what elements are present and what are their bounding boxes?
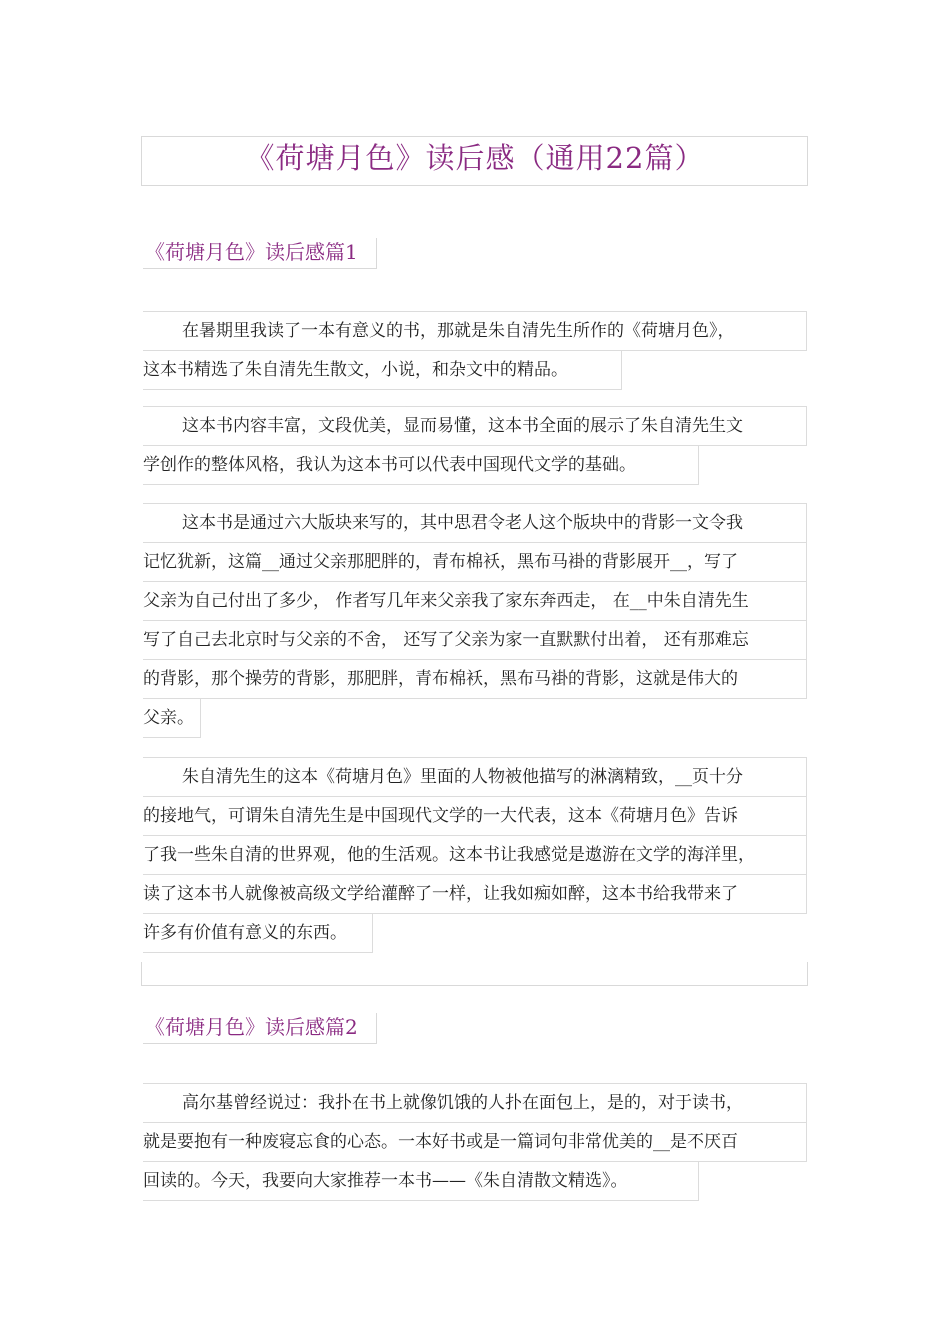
- text-line: 父亲。: [143, 699, 201, 738]
- text-line: 了我一些朱自清的世界观，他的生活观。这本书让我感觉是遨游在文学的海洋里，: [143, 836, 807, 875]
- text-line: 回读的。今天，我要向大家推荐一本书——《朱自清散文精选》。: [143, 1162, 699, 1201]
- text-line: 学创作的整体风格，我认为这本书可以代表中国现代文学的基础。: [143, 446, 699, 485]
- text-line: 记忆犹新，这篇__通过父亲那肥胖的，青布棉袄，黑布马褂的背影展开__，写了: [143, 543, 807, 582]
- text-line: 的接地气，可谓朱自清先生是中国现代文学的一大代表，这本《荷塘月色》告诉: [143, 797, 807, 836]
- text-line: 写了自己去北京时与父亲的不舍， 还写了父亲为家一直默默付出着， 还有那难忘: [143, 621, 807, 660]
- text-line: 这本书内容丰富，文段优美，显而易懂，这本书全面的展示了朱自清先生文: [143, 406, 807, 446]
- paragraph: [143, 311, 807, 390]
- section-heading-2: 《荷塘月色》读后感篇2: [143, 1013, 377, 1044]
- paragraph: [143, 757, 807, 953]
- page-title: 《荷塘月色》读后感（通用22篇）: [245, 141, 705, 175]
- text-line: 朱自清先生的这本《荷塘月色》里面的人物被他描写的淋漓精致，__页十分: [143, 757, 807, 797]
- text-line: 高尔基曾经说过：我扑在书上就像饥饿的人扑在面包上，是的，对于读书，: [143, 1083, 807, 1123]
- text-line: 这本书精选了朱自清先生散文，小说，和杂文中的精品。: [143, 351, 622, 390]
- text-line: 在暑期里我读了一本有意义的书，那就是朱自清先生所作的《荷塘月色》，: [143, 311, 807, 351]
- text-line: 读了这本书人就像被高级文学给灌醉了一样，让我如痴如醉，这本书给我带来了: [143, 875, 807, 914]
- text-line: 这本书是通过六大版块来写的，其中思君令老人这个版块中的背影一文令我: [143, 503, 807, 543]
- text-line: 的背影，那个操劳的背影，那肥胖，青布棉袄，黑布马褂的背影，这就是伟大的: [143, 660, 807, 699]
- section-heading-1: 《荷塘月色》读后感篇1: [143, 238, 377, 269]
- text-line: 就是要抱有一种废寝忘食的心态。一本好书或是一篇词句非常优美的__是不厌百: [143, 1123, 807, 1162]
- text-line: 许多有价值有意义的东西。: [143, 914, 373, 953]
- text-line: 父亲为自己付出了多少， 作者写几年来父亲我了家东奔西走， 在__中朱自清先生: [143, 582, 807, 621]
- paragraph: [143, 1083, 807, 1201]
- paragraph: [143, 406, 807, 485]
- section-divider: [141, 962, 808, 986]
- paragraph: [143, 503, 807, 738]
